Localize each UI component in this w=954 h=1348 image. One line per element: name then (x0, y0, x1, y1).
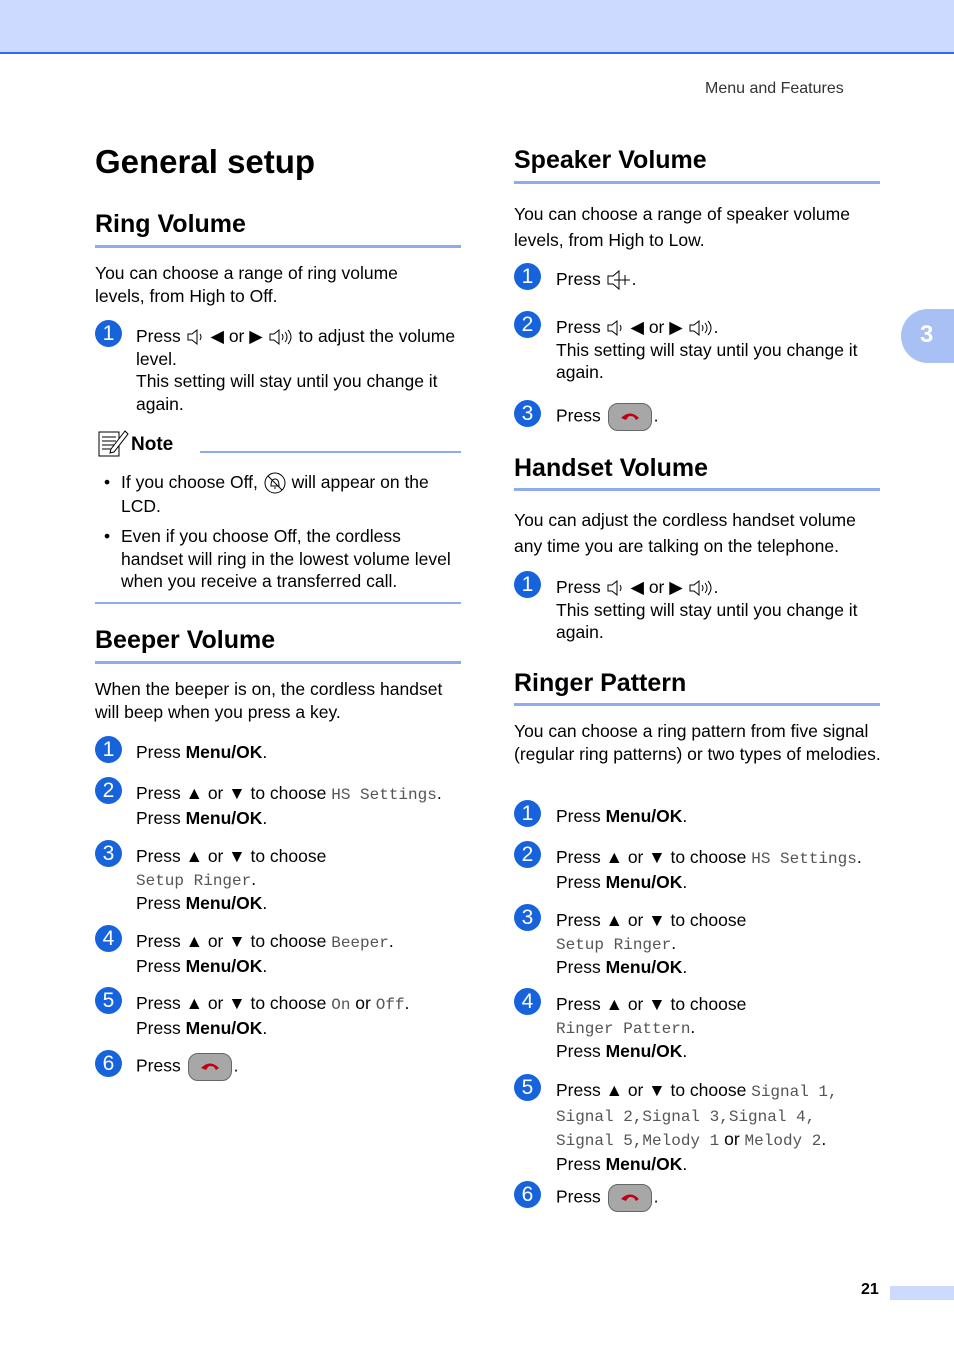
ring-volume-intro: You can choose a range of ring volume levels, from High to Off. (95, 263, 398, 306)
beeper-volume-intro: When the beeper is on, the cordless handset will beep when you press a key. (95, 679, 443, 722)
step-number-4: 4 (95, 925, 122, 952)
step-number-1: 1 (95, 736, 122, 763)
step-number-6: 6 (514, 1181, 541, 1208)
beeper-step-6: Press . (136, 1053, 238, 1081)
section-rule (95, 661, 461, 664)
section-rule (514, 181, 880, 184)
end-call-button[interactable] (188, 1053, 232, 1081)
note-pencil-icon (97, 427, 129, 459)
left-arrow-icon: ◀ (210, 326, 224, 346)
up-arrow-icon: ▲ (605, 847, 623, 867)
chapter-number: 3 (920, 321, 934, 348)
up-arrow-icon: ▲ (185, 783, 203, 803)
speakerphone-icon (606, 269, 632, 291)
ringer-step-3: Press ▲ or ▼ to choose Setup Ringer. Press Menu/OK. (556, 910, 747, 977)
step-number-4: 4 (514, 988, 541, 1015)
down-arrow-icon: ▼ (648, 847, 666, 867)
header-band (0, 0, 954, 54)
ringer-step-2: Press ▲ or ▼ to choose HS Settings. Press Menu/OK. (556, 847, 862, 892)
down-arrow-icon: ▼ (228, 993, 246, 1013)
running-header: Menu and Features (705, 80, 844, 97)
step-number-3: 3 (514, 400, 541, 427)
beeper-step-1: Press Menu/OK. (136, 742, 268, 762)
step-number-3: 3 (514, 904, 541, 931)
step-number-3: 3 (95, 840, 122, 867)
speaker-volume-heading: Speaker Volume (514, 146, 707, 174)
note-bullet-2: • Even if you choose Off, the cordless handset will ring in the lowest volume level when you receive a transferred call. (104, 526, 451, 591)
beeper-volume-heading: Beeper Volume (95, 626, 276, 654)
down-arrow-icon: ▼ (648, 1080, 666, 1100)
step-number-6: 6 (95, 1050, 122, 1077)
ringer-step-1: Press Menu/OK. (556, 806, 688, 826)
step-number-1: 1 (514, 571, 541, 598)
speaker-high-icon (688, 580, 714, 596)
speaker-step-2: Press ◀ or ▶ . This setting will stay until you change it again. (556, 317, 858, 382)
section-rule (95, 245, 461, 248)
chapter-tab (901, 309, 954, 363)
step-number-5: 5 (95, 987, 122, 1014)
left-arrow-icon: ◀ (630, 577, 644, 597)
up-arrow-icon: ▲ (605, 910, 623, 930)
ringer-step-4: Press ▲ or ▼ to choose Ringer Pattern. Press Menu/OK. (556, 994, 747, 1061)
end-call-button[interactable] (608, 403, 652, 431)
beeper-step-5: Press ▲ or ▼ to choose On or Off. Press Menu/OK. (136, 993, 410, 1038)
beeper-step-4: Press ▲ or ▼ to choose Beeper. Press Menu/OK. (136, 931, 394, 976)
handset-volume-heading: Handset Volume (514, 454, 709, 482)
page-title: General setup (95, 143, 316, 180)
beeper-step-2: Press ▲ or ▼ to choose HS Settings. Press Menu/OK. (136, 783, 442, 828)
hang-up-icon (199, 1060, 221, 1072)
step-number-1: 1 (514, 263, 541, 290)
handset-step-1: Press ◀ or ▶ . This setting will stay until you change it again. (556, 577, 858, 642)
up-arrow-icon: ▲ (185, 931, 203, 951)
speaker-low-icon (606, 320, 626, 336)
ring-volume-heading: Ring Volume (95, 210, 246, 238)
hang-up-icon (619, 410, 641, 422)
speaker-volume-intro: You can choose a range of speaker volume levels, from High to Low. (514, 204, 850, 250)
note-bullet-1: • If you choose Off, will appear on the LCD. (104, 472, 429, 517)
up-arrow-icon: ▲ (605, 1080, 623, 1100)
page-number: 21 (861, 1281, 879, 1298)
footer-band (890, 1286, 954, 1300)
ringer-step-5: Press ▲ or ▼ to choose Signal 1, Signal 2,Signal 3,Signal 4, Signal 5,Melody 1 or Melody 2. Press Menu/OK. (556, 1080, 838, 1174)
step-number-2: 2 (95, 777, 122, 804)
step-number-5: 5 (514, 1074, 541, 1101)
right-arrow-icon: ▶ (669, 317, 683, 337)
speaker-low-icon (606, 580, 626, 596)
down-arrow-icon: ▼ (648, 994, 666, 1014)
handset-volume-intro: You can adjust the cordless handset volume any time you are talking on the telephone. (514, 510, 856, 556)
down-arrow-icon: ▼ (228, 783, 246, 803)
ringer-off-icon (263, 471, 287, 495)
speaker-high-icon (688, 320, 714, 336)
step-number-2: 2 (514, 841, 541, 868)
step-number-2: 2 (514, 311, 541, 338)
step-number-1: 1 (514, 800, 541, 827)
speaker-high-icon (268, 329, 294, 345)
section-rule (514, 703, 880, 706)
up-arrow-icon: ▲ (605, 994, 623, 1014)
down-arrow-icon: ▼ (228, 931, 246, 951)
right-arrow-icon: ▶ (669, 577, 683, 597)
note-end-rule (95, 602, 461, 604)
right-arrow-icon: ▶ (249, 326, 263, 346)
left-arrow-icon: ◀ (630, 317, 644, 337)
note-title: Note (131, 434, 174, 455)
note-rule (200, 451, 461, 453)
speaker-low-icon (186, 329, 206, 345)
up-arrow-icon: ▲ (185, 846, 203, 866)
down-arrow-icon: ▼ (648, 910, 666, 930)
step-number-1: 1 (95, 320, 122, 347)
end-call-button[interactable] (608, 1184, 652, 1212)
beeper-step-3: Press ▲ or ▼ to choose Setup Ringer. Press Menu/OK. (136, 846, 327, 913)
hang-up-icon (619, 1191, 641, 1203)
ringer-pattern-intro: You can choose a ring pattern from five signal (regular ring patterns) or two types of melodies. (514, 721, 881, 764)
section-rule (514, 488, 880, 491)
speaker-step-1: Press . (556, 268, 636, 291)
down-arrow-icon: ▼ (228, 846, 246, 866)
speaker-step-3: Press . (556, 403, 658, 431)
ringer-pattern-heading: Ringer Pattern (514, 669, 687, 697)
up-arrow-icon: ▲ (185, 993, 203, 1013)
ringer-step-6: Press . (556, 1184, 658, 1212)
ring-volume-step-1: Press ◀ or ▶ to adjust the volume level. This setting will stay until you change it again. (136, 326, 456, 414)
